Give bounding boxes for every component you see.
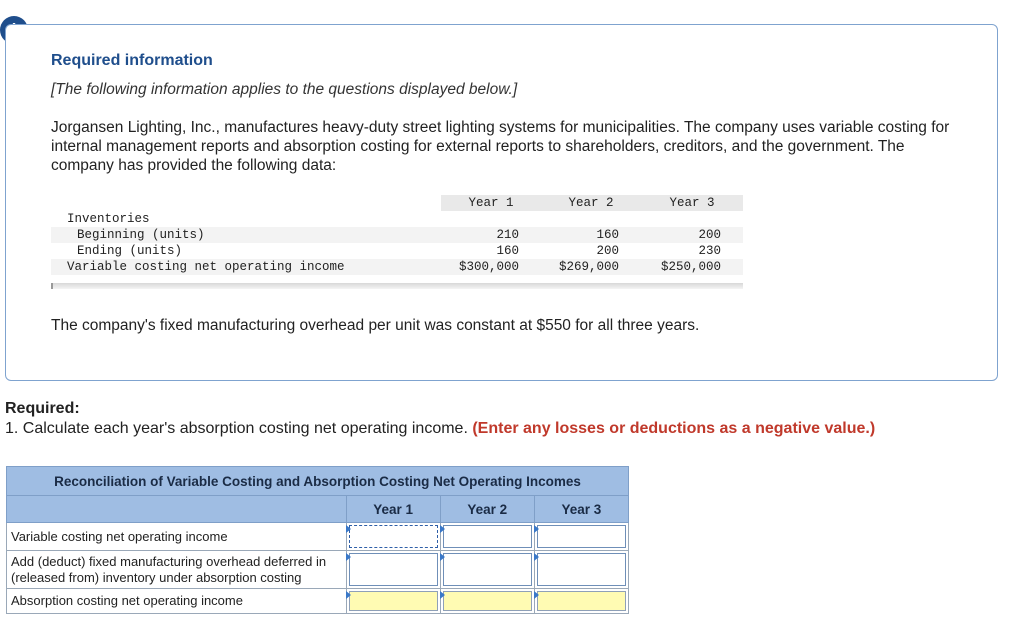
recon-header-year-2: Year 2 (440, 496, 534, 523)
fixed-overhead-input-year-1[interactable] (346, 551, 440, 589)
input-marker-icon (346, 525, 351, 533)
variable-noi-year-1: $300,000 (441, 259, 541, 275)
absorption-noi-input-year-3[interactable] (534, 589, 628, 614)
required-question (5, 420, 875, 438)
fixed-overhead-input-year-2[interactable] (440, 551, 534, 589)
recon-header-year-1: Year 1 (346, 496, 440, 523)
recon-header-year-3: Year 3 (534, 496, 628, 523)
ending-year-3: 230 (698, 244, 721, 258)
variable-noi-year-2: $269,000 (541, 259, 641, 275)
header-blank (51, 195, 441, 211)
ending-units-label: Ending (units) (77, 244, 183, 258)
beginning-units-label: Beginning (units) (51, 227, 441, 243)
input-marker-icon (534, 553, 539, 561)
question-text: 1. Calculate each year's absorption costing net operating income. (5, 420, 468, 437)
absorption-noi-input-year-1[interactable] (346, 589, 440, 614)
variable-noi-input-year-3[interactable] (534, 523, 628, 551)
variable-noi-year-3: $250,000 (641, 259, 743, 275)
input-marker-icon (440, 591, 445, 599)
beginning-year-1: 210 (441, 227, 541, 243)
negative-value-hint: (Enter any losses or deductions as a negative value.) (472, 420, 876, 437)
inventories-label: Inventories (67, 212, 150, 226)
header-year-3: Year 3 (641, 195, 743, 211)
recon-row-label-absorption-noi: Absorption costing net operating income (7, 589, 347, 614)
input-marker-icon (346, 553, 351, 561)
recon-row-label-variable-noi: Variable costing net operating income (7, 523, 347, 551)
beginning-year-3: 200 (641, 227, 743, 243)
ending-year-2: 200 (596, 244, 619, 258)
ending-year-1: 160 (496, 244, 519, 258)
table-bottom-rule (51, 283, 743, 289)
reconciliation-title: Reconciliation of Variable Costing and Absorption Costing Net Operating Incomes (7, 467, 629, 496)
input-marker-icon (534, 591, 539, 599)
required-heading: Required: (5, 400, 80, 417)
fixed-overhead-note: The company's fixed manufacturing overhead per unit was constant at $550 for all three years. (51, 317, 700, 334)
fixed-overhead-input-year-3[interactable] (534, 551, 628, 589)
header-year-1: Year 1 (441, 195, 541, 211)
info-paragraph: Jorgansen Lighting, Inc., manufactures heavy-duty street lighting systems for municipalities. The company uses variable costing for internal management reports and absorption costing for external reports to shareholders, creditors, and the government. The company has provided the following data: (51, 119, 950, 174)
input-marker-icon (440, 553, 445, 561)
variable-noi-input-year-1[interactable] (346, 523, 440, 551)
inventory-data-table (51, 195, 743, 275)
beginning-year-2: 160 (541, 227, 641, 243)
header-year-2: Year 2 (541, 195, 641, 211)
info-subtitle: [The following information applies to the questions displayed below.] (51, 81, 518, 98)
reconciliation-table (6, 466, 629, 614)
recon-row-label-fixed-overhead: Add (deduct) fixed manufacturing overhead deferred in (released from) inventory under absorption costing (7, 551, 347, 589)
variable-noi-input-year-2[interactable] (440, 523, 534, 551)
required-information-panel (5, 24, 998, 381)
input-marker-icon (534, 525, 539, 533)
input-marker-icon (440, 525, 445, 533)
absorption-noi-input-year-2[interactable] (440, 589, 534, 614)
recon-header-blank (7, 496, 347, 523)
info-title: Required information (51, 52, 213, 69)
variable-noi-label: Variable costing net operating income (51, 259, 441, 275)
input-marker-icon (346, 591, 351, 599)
